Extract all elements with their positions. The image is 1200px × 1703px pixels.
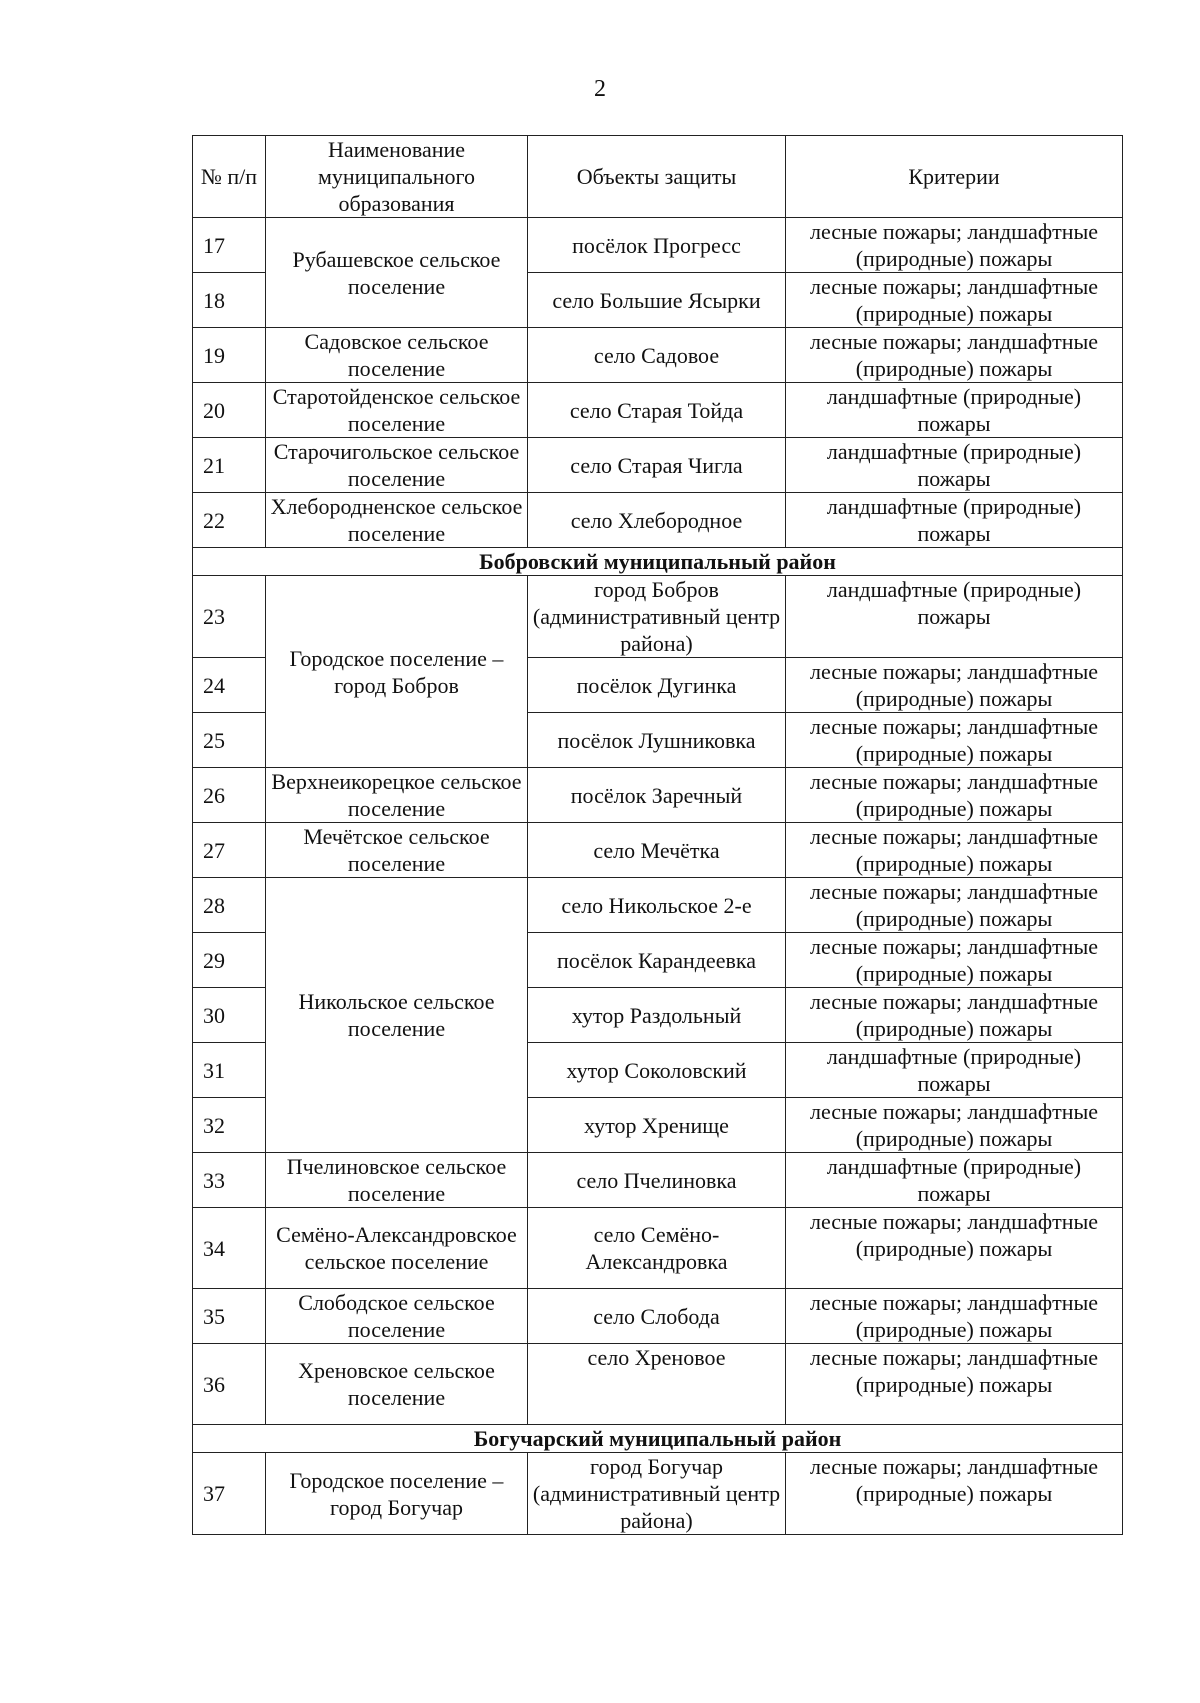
- criteria-cell: лесные пожары; ландшафтные (природные) пожары: [786, 1344, 1123, 1425]
- table-row: [193, 1289, 1123, 1344]
- row-number: 21: [193, 438, 266, 493]
- municipality-cell: Городское поселение – город Богучар: [266, 1453, 528, 1535]
- row-number: 25: [193, 713, 266, 768]
- criteria-cell: ландшафтные (природные) пожары: [786, 1153, 1123, 1208]
- object-cell: село Мечётка: [528, 823, 786, 878]
- row-number: 29: [193, 933, 266, 988]
- table-row: [193, 1208, 1123, 1289]
- table-row: [193, 768, 1123, 823]
- object-cell: село Старая Тойда: [528, 383, 786, 438]
- object-cell: село Хлебородное: [528, 493, 786, 548]
- row-number: 36: [193, 1344, 266, 1425]
- table-row: [193, 1153, 1123, 1208]
- row-number: 33: [193, 1153, 266, 1208]
- row-number: 23: [193, 576, 266, 658]
- municipality-cell: Верхнеикорецкое сельское поселение: [266, 768, 528, 823]
- table-row: [193, 328, 1123, 383]
- municipality-cell: Хреновское сельское поселение: [266, 1344, 528, 1425]
- header-municipality: Наименование муниципального образования: [266, 136, 528, 218]
- municipality-cell: Городское поселение – город Бобров: [266, 576, 528, 768]
- object-cell: село Старая Чигла: [528, 438, 786, 493]
- row-number: 22: [193, 493, 266, 548]
- table-row: [193, 1453, 1123, 1535]
- page-number: 2: [594, 76, 606, 102]
- criteria-cell: лесные пожары; ландшафтные (природные) пожары: [786, 328, 1123, 383]
- row-number: 24: [193, 658, 266, 713]
- row-number: 26: [193, 768, 266, 823]
- header-criteria: Критерии: [786, 136, 1123, 218]
- table-header-row: [193, 136, 1123, 218]
- criteria-cell: ландшафтные (природные) пожары: [786, 576, 1123, 658]
- criteria-cell: ландшафтные (природные) пожары: [786, 438, 1123, 493]
- object-cell: посёлок Лушниковка: [528, 713, 786, 768]
- municipality-cell: Мечётское сельское поселение: [266, 823, 528, 878]
- table-row: [193, 493, 1123, 548]
- row-number: 18: [193, 273, 266, 328]
- criteria-cell: лесные пожары; ландшафтные (природные) пожары: [786, 878, 1123, 933]
- municipality-cell: Пчелиновское сельское поселение: [266, 1153, 528, 1208]
- section-title: Бобровский муниципальный район: [193, 548, 1123, 576]
- object-cell: посёлок Прогресс: [528, 218, 786, 273]
- table-row: [193, 218, 1123, 273]
- row-number: 20: [193, 383, 266, 438]
- row-number: 34: [193, 1208, 266, 1289]
- row-number: 35: [193, 1289, 266, 1344]
- criteria-cell: лесные пожары; ландшафтные (природные) пожары: [786, 1208, 1123, 1289]
- object-cell: посёлок Дугинка: [528, 658, 786, 713]
- municipality-cell: Семёно-Александровское сельское поселение: [266, 1208, 528, 1289]
- row-number: 27: [193, 823, 266, 878]
- row-number: 28: [193, 878, 266, 933]
- header-num: № п/п: [193, 136, 266, 218]
- object-cell: хутор Раздольный: [528, 988, 786, 1043]
- protection-objects-table: [192, 135, 1123, 1535]
- row-number: 17: [193, 218, 266, 273]
- criteria-cell: лесные пожары; ландшафтные (природные) пожары: [786, 823, 1123, 878]
- criteria-cell: лесные пожары; ландшафтные (природные) пожары: [786, 658, 1123, 713]
- municipality-cell: Никольское сельское поселение: [266, 878, 528, 1153]
- criteria-cell: ландшафтные (природные) пожары: [786, 493, 1123, 548]
- criteria-cell: лесные пожары; ландшафтные (природные) пожары: [786, 933, 1123, 988]
- row-number: 19: [193, 328, 266, 383]
- criteria-cell: лесные пожары; ландшафтные (природные) пожары: [786, 218, 1123, 273]
- municipality-cell: Слободское сельское поселение: [266, 1289, 528, 1344]
- object-cell: село Слобода: [528, 1289, 786, 1344]
- object-cell: село Хреновое: [528, 1344, 786, 1425]
- row-number: 37: [193, 1453, 266, 1535]
- table-row: [193, 823, 1123, 878]
- object-cell: хутор Соколовский: [528, 1043, 786, 1098]
- criteria-cell: ландшафтные (природные) пожары: [786, 1043, 1123, 1098]
- municipality-cell: Садовское сельское поселение: [266, 328, 528, 383]
- section-row: [193, 1425, 1123, 1453]
- criteria-cell: лесные пожары; ландшафтные (природные) пожары: [786, 1289, 1123, 1344]
- municipality-cell: Старочигольское сельское поселение: [266, 438, 528, 493]
- municipality-cell: Рубашевское сельское поселение: [266, 218, 528, 328]
- section-row: [193, 548, 1123, 576]
- object-cell: село Большие Ясырки: [528, 273, 786, 328]
- criteria-cell: лесные пожары; ландшафтные (природные) пожары: [786, 1098, 1123, 1153]
- table-row: [193, 1344, 1123, 1425]
- municipality-cell: Старотойденское сельское поселение: [266, 383, 528, 438]
- section-title: Богучарский муниципальный район: [193, 1425, 1123, 1453]
- criteria-cell: ландшафтные (природные) пожары: [786, 383, 1123, 438]
- municipality-cell: Хлебородненское сельское поселение: [266, 493, 528, 548]
- criteria-cell: лесные пожары; ландшафтные (природные) пожары: [786, 988, 1123, 1043]
- row-number: 31: [193, 1043, 266, 1098]
- object-cell: хутор Хренище: [528, 1098, 786, 1153]
- object-cell: город Бобров (административный центр района): [528, 576, 786, 658]
- header-objects: Объекты защиты: [528, 136, 786, 218]
- criteria-cell: лесные пожары; ландшафтные (природные) пожары: [786, 713, 1123, 768]
- row-number: 32: [193, 1098, 266, 1153]
- object-cell: посёлок Карандеевка: [528, 933, 786, 988]
- object-cell: село Никольское 2-е: [528, 878, 786, 933]
- object-cell: село Садовое: [528, 328, 786, 383]
- table-row: [193, 383, 1123, 438]
- object-cell: город Богучар (административный центр района): [528, 1453, 786, 1535]
- criteria-cell: лесные пожары; ландшафтные (природные) пожары: [786, 1453, 1123, 1535]
- object-cell: село Семёно-Александровка: [528, 1208, 786, 1289]
- row-number: 30: [193, 988, 266, 1043]
- table-row: [193, 576, 1123, 658]
- table-row: [193, 878, 1123, 933]
- table-row: [193, 438, 1123, 493]
- object-cell: посёлок Заречный: [528, 768, 786, 823]
- criteria-cell: лесные пожары; ландшафтные (природные) пожары: [786, 273, 1123, 328]
- object-cell: село Пчелиновка: [528, 1153, 786, 1208]
- criteria-cell: лесные пожары; ландшафтные (природные) пожары: [786, 768, 1123, 823]
